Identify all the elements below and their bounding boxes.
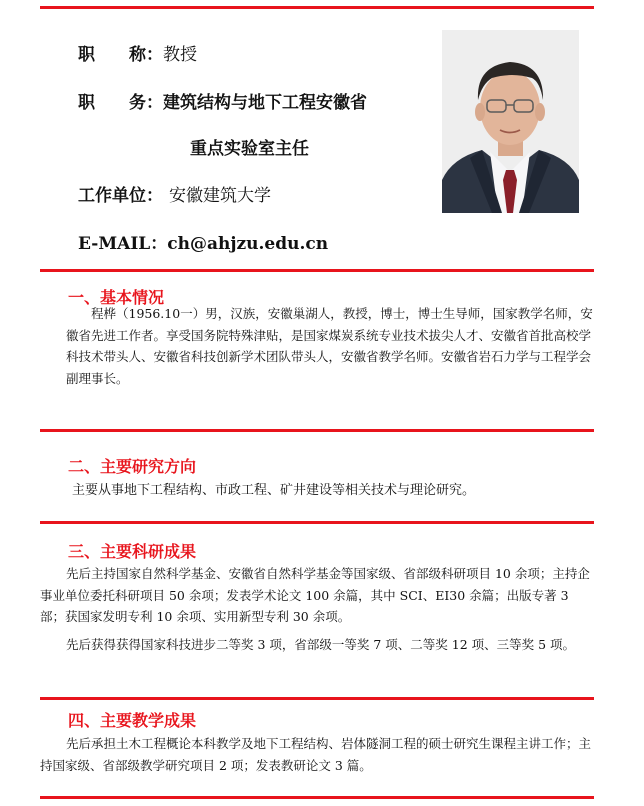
section-paragraph-research-direction: 主要从事地下工程结构、市政工程、矿井建设等相关技术与理论研究。: [72, 483, 476, 498]
duty-row: [78, 88, 367, 113]
duty-label: 职 务：: [78, 93, 163, 113]
section-title-basic: 一、基本情况: [68, 288, 165, 307]
divider-top: [40, 6, 594, 9]
portrait-photo: [442, 30, 579, 213]
divider-bottom: [40, 796, 594, 799]
duty-value: 建筑结构与地下工程安徽省: [163, 93, 367, 113]
divider-3: [40, 521, 594, 524]
portrait-illustration: [442, 30, 579, 213]
title-row: [78, 40, 197, 65]
divider-4: [40, 697, 594, 700]
duty-row-continued: [190, 134, 309, 159]
email-value: ch@ahjzu.edu.cn: [167, 234, 329, 254]
title-value: 教授: [163, 45, 197, 65]
section-title-research-direction: 二、主要研究方向: [68, 457, 197, 476]
duty-value-continued: 重点实验室主任: [190, 139, 309, 159]
divider-2: [40, 429, 594, 432]
section-title-research-results: 三、主要科研成果: [68, 542, 197, 561]
email-label: E-MAIL：: [78, 234, 168, 254]
section-paragraph-teaching-results: 先后承担土木工程概论本科教学及地下工程结构、岩体隧洞工程的硕士研究生课程主讲工作；主持国家级、省部级教学研究项目 2 项；发表教研论文 3 篇。: [40, 736, 592, 773]
title-label: 职 称：: [78, 45, 163, 65]
section-paragraph-basic: 程桦（1956.10一）男，汉族，安徽巢湖人，教授，博士，博士生导师，国家教学名师，安徽省先进工作者。享受国务院特殊津贴，是国家煤炭系统专业技术拔尖人才、安徽省首批高校学科技术带头人、安徽省科技创新学术团队带头人，安徽省教学名师。安徽省岩石力学与工程学会副理事长。: [66, 306, 593, 386]
divider-1: [40, 269, 594, 272]
email-row: [78, 229, 328, 254]
section-paragraph-research-results-1: 先后主持国家自然科学基金、安徽省自然科学基金等国家级、省部级科研项目 10 余项；主持企事业单位委托科研项目 50 余项；发表学术论文 100 余篇，其中 SCI、EI30 余篇；出版专著 3 部；获国家发明专利 10 余项、实用新型专利 30 余项。: [40, 566, 590, 624]
unit-row: [78, 181, 271, 206]
section-paragraph-research-results-2: 先后获得获得国家科技进步二等奖 3 项，省部级一等奖 7 项、二等奖 12 项、三等奖 5 项。: [66, 637, 576, 652]
unit-label: 工作单位：: [78, 186, 163, 206]
unit-value: 安徽建筑大学: [169, 186, 271, 206]
section-title-teaching-results: 四、主要教学成果: [68, 711, 197, 730]
